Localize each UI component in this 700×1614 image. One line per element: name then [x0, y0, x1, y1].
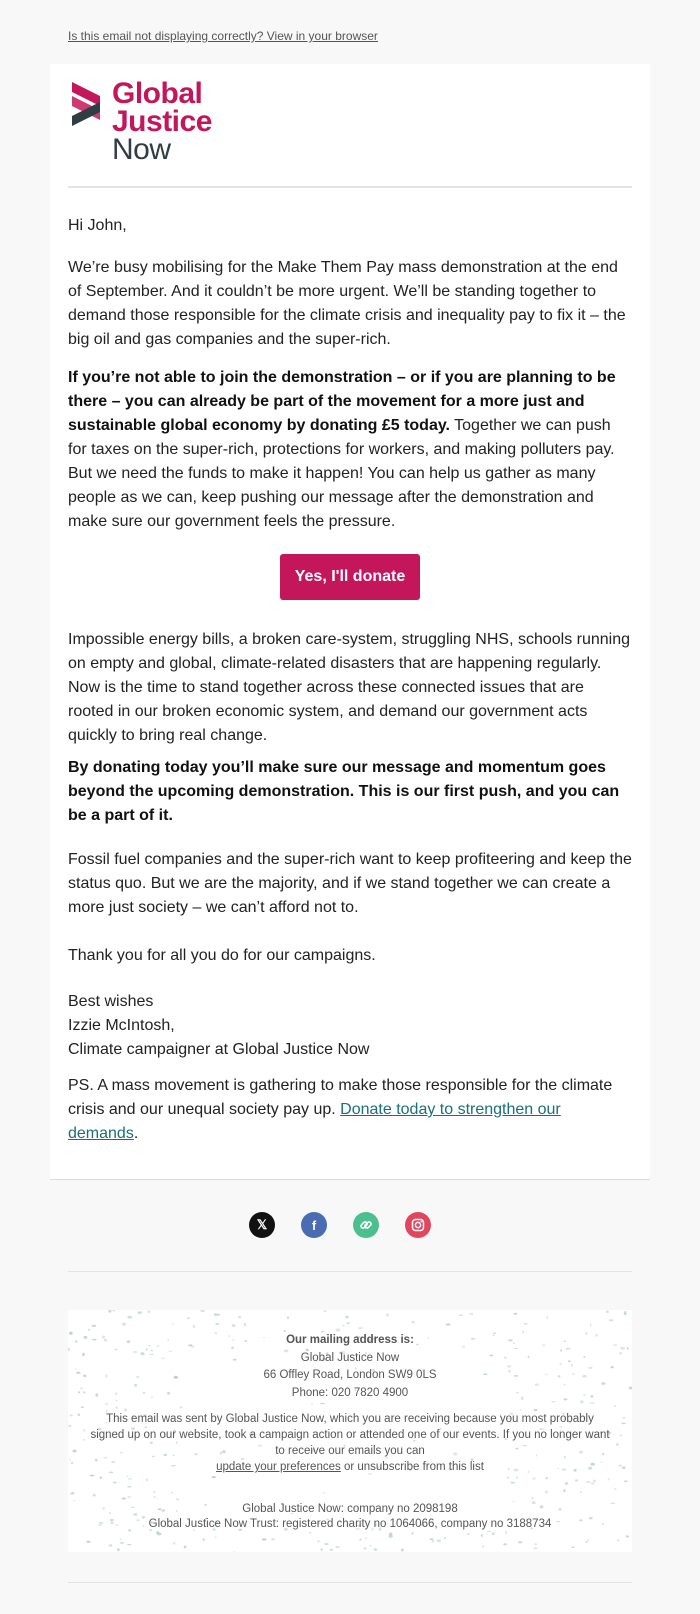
speckle-dot	[481, 1534, 483, 1537]
paragraph-momentum	[68, 756, 632, 828]
speckle-dot	[173, 1542, 175, 1545]
speckle-dot	[467, 1533, 470, 1534]
speckle-dot	[127, 1496, 131, 1497]
global-justice-now-logo	[70, 77, 240, 168]
ps-end: .	[133, 1125, 139, 1142]
speckle-dot	[492, 1532, 495, 1535]
link-icon[interactable]	[353, 1212, 379, 1238]
speckle-dot	[551, 1401, 555, 1402]
speckle-dot	[411, 1532, 413, 1534]
speckle-dot	[608, 1478, 610, 1480]
speckle-dot	[187, 1318, 190, 1319]
speckle-dot	[108, 1310, 111, 1313]
paragraph-donate-ask	[68, 366, 632, 534]
facebook-glyph: f	[311, 1217, 317, 1233]
speckle-dot	[321, 1548, 323, 1551]
donate-ask-rest: Together we can push for taxes on the super-rich, protections for workers, and making polluters pay. But we need the funds to make it happen! You can help us gather as many people as we can, keep pushing our message after the demonstration and make sure our government feels the pressure.	[68, 417, 615, 530]
speckle-dot	[320, 1403, 325, 1404]
speckle-dot	[609, 1319, 614, 1321]
speckle-dot	[232, 1324, 236, 1327]
speckle-dot	[513, 1313, 517, 1315]
speckle-dot	[593, 1480, 596, 1483]
speckle-dot	[153, 1491, 155, 1493]
speckle-dot	[309, 1532, 311, 1534]
speckle-dot	[580, 1492, 582, 1494]
speckle-dot	[193, 1325, 195, 1328]
speckle-dot	[200, 1310, 205, 1312]
speckle-dot	[524, 1323, 528, 1324]
mailing-org: Global Justice Now	[300, 1352, 400, 1364]
speckle-dot	[586, 1481, 591, 1483]
speckle-dot	[614, 1405, 616, 1407]
speckle-dot	[590, 1324, 592, 1327]
speckle-dot	[575, 1479, 578, 1481]
speckle-dot	[86, 1541, 90, 1543]
view-in-browser-bar	[68, 29, 378, 43]
paragraph-thanks: Thank you for all you do for our campaigns.	[68, 947, 376, 964]
donate-button[interactable]: Yes, I'll donate	[280, 554, 420, 600]
speckle-dot	[388, 1535, 392, 1538]
logo-word-global: Global	[112, 77, 203, 110]
speckle-dot	[127, 1316, 132, 1319]
speckle-dot	[374, 1548, 378, 1551]
speckle-dot	[459, 1315, 463, 1316]
logo-word-now: Now	[112, 133, 171, 166]
speckle-dot	[88, 1329, 90, 1331]
paragraph-intro: We’re busy mobilising for the Make Them Pay mass demonstration at the end of September. And it couldn’t be more urgent. We’ll be standing together to demand those responsible for the climate crisis and inequality pay to fix it – the big oil and gas companies and the super-rich.	[68, 259, 626, 348]
speckle-dot	[244, 1323, 246, 1326]
speckle-dot	[171, 1492, 173, 1494]
paragraph-issues: Impossible energy bills, a broken care-system, struggling NHS, schools running on empty and global, climate-related disasters that are happening regularly. Now is the time to stand together across these connected issues that are rooted in our broken economic system, and demand our government acts quickly to bring real change.	[68, 631, 631, 744]
ps-text: PS. A mass movement is gathering to make those responsible for the climate crisis and our unequal society pay up.	[68, 1077, 613, 1118]
speckle-dot	[386, 1313, 389, 1316]
speckle-dot	[482, 1545, 484, 1547]
speckle-dot	[532, 1478, 535, 1480]
speckle-dot	[446, 1323, 450, 1326]
speckle-dot	[358, 1327, 363, 1329]
notice-line-3: to receive our emails you can	[275, 1445, 425, 1457]
link-chain-glyph	[359, 1218, 373, 1232]
speckle-dot	[317, 1540, 319, 1542]
speckle-dot	[432, 1540, 435, 1542]
speckle-dot	[324, 1310, 327, 1312]
speckle-dot	[370, 1545, 372, 1547]
speckle-dot	[100, 1477, 102, 1479]
greeting: Hi John,	[68, 217, 127, 234]
speckle-dot	[614, 1488, 616, 1489]
company-number: Global Justice Now: company no 2098198	[242, 1503, 458, 1515]
footer-block	[68, 1310, 632, 1552]
signer-role: Climate campaigner at Global Justice Now	[68, 1041, 370, 1058]
email-card	[50, 64, 650, 1180]
speckle-dot	[546, 1477, 548, 1479]
speckle-dot	[511, 1482, 515, 1484]
speckle-dot	[345, 1316, 348, 1319]
speckle-dot	[563, 1489, 565, 1492]
preferences-line	[68, 1459, 632, 1475]
signer-name: Izzie McIntosh,	[68, 1017, 175, 1034]
speckle-dot	[516, 1476, 518, 1479]
speckle-dot	[533, 1547, 537, 1549]
speckle-dot	[624, 1480, 628, 1482]
chevron-logo-icon	[70, 82, 106, 138]
x-glyph: 𝕏	[256, 1217, 268, 1232]
logo-word-justice: Justice	[112, 105, 212, 138]
momentum-bold: By donating today you’ll make sure our message and momentum goes beyond the upcoming demonstration. This is our first push, and you can be a part of it.	[68, 759, 620, 824]
speckle-dot	[401, 1548, 404, 1551]
mailing-address: 66 Offley Road, London SW9 0LS	[263, 1369, 437, 1381]
signoff: Best wishes	[68, 993, 154, 1010]
header-divider	[68, 186, 632, 188]
speckle-dot	[546, 1316, 548, 1319]
speckle-dot	[214, 1313, 218, 1316]
charity-number: Global Justice Now Trust: registered charity no 1064066, company no 3188734	[148, 1518, 552, 1530]
speckle-dot	[146, 1478, 148, 1481]
x-icon[interactable]	[249, 1212, 275, 1238]
speckle-dot	[113, 1310, 116, 1311]
speckle-dot	[138, 1311, 142, 1314]
speckle-dot	[507, 1476, 509, 1479]
speckle-dot	[364, 1547, 367, 1550]
speckle-dot	[606, 1311, 609, 1313]
speckle-dot	[233, 1551, 235, 1552]
speckle-dot	[122, 1323, 126, 1326]
speckle-dot	[571, 1547, 574, 1548]
speckle-dot	[514, 1348, 518, 1349]
footer-divider	[68, 1582, 632, 1583]
speckle-dot	[518, 1541, 522, 1543]
speckle-dot	[218, 1314, 220, 1316]
speckle-dot	[126, 1476, 128, 1477]
speckle-dot	[116, 1407, 118, 1409]
speckle-dot	[437, 1540, 441, 1543]
speckle-dot	[586, 1540, 588, 1543]
speckle-dot	[171, 1323, 173, 1324]
view-in-browser-link[interactable]: Is this email not displaying correctly? View in your browser	[68, 29, 378, 43]
mailing-phone: Phone: 020 7820 4900	[291, 1387, 409, 1399]
speckle-dot	[147, 1311, 151, 1313]
paragraph-majority: Fossil fuel companies and the super-rich want to keep profiteering and keep the status quo. But we are the majority, and if we stand together we can create a more just society – we can’t afford not to.	[68, 851, 632, 916]
speckle-dot	[70, 1493, 75, 1495]
speckle-dot	[588, 1539, 590, 1541]
speckle-dot	[342, 1325, 345, 1327]
speckle-dot	[81, 1406, 84, 1407]
speckle-dot	[113, 1482, 117, 1484]
signature	[68, 990, 632, 1062]
speckle-dot	[127, 1544, 131, 1545]
speckle-dot	[215, 1323, 219, 1325]
donate-ask-bold: If you’re not able to join the demonstration – or if you are planning to be there – you can already be part of the movement for a more just and sustainable global economy by donating £5 today.	[68, 369, 616, 434]
speckle-dot	[128, 1478, 132, 1479]
speckle-dot	[444, 1537, 446, 1540]
donate-link[interactable]: Donate today to strengthen our demands	[68, 1101, 561, 1142]
mailing-title: Our mailing address is:	[286, 1334, 414, 1346]
social-divider	[68, 1271, 632, 1272]
speckle-dot	[179, 1406, 183, 1408]
speckle-dot	[626, 1535, 629, 1537]
speckle-dot	[117, 1548, 120, 1551]
instagram-icon[interactable]	[405, 1212, 431, 1238]
speckle-dot	[105, 1403, 108, 1404]
speckle-dot	[287, 1316, 289, 1319]
speckle-dot	[120, 1542, 124, 1544]
speckle-dot	[347, 1322, 350, 1324]
speckle-dot	[365, 1537, 367, 1539]
speckle-dot	[335, 1546, 340, 1547]
speckle-dot	[532, 1497, 534, 1499]
speckle-dot	[591, 1483, 595, 1485]
update-preferences-link[interactable]: update your preferences	[216, 1461, 341, 1473]
speckle-dot	[215, 1537, 217, 1538]
speckle-dot	[93, 1493, 96, 1494]
notice-line-1: This email was sent by Global Justice Now, which you are receiving because you most probably	[106, 1413, 594, 1425]
speckle-dot	[624, 1311, 626, 1314]
speckle-dot	[93, 1495, 96, 1497]
speckle-dot	[590, 1402, 595, 1403]
facebook-icon[interactable]	[301, 1212, 327, 1238]
speckle-dot	[271, 1538, 275, 1540]
speckle-dot	[127, 1486, 131, 1488]
speckle-dot	[122, 1498, 127, 1500]
speckle-dot	[617, 1540, 619, 1541]
speckle-dot	[535, 1543, 537, 1545]
speckle-dot	[109, 1544, 112, 1547]
speckle-dot	[153, 1496, 156, 1498]
speckle-dot	[322, 1492, 325, 1494]
speckle-dot	[238, 1316, 242, 1318]
speckle-dot	[92, 1325, 97, 1327]
speckle-dot	[359, 1538, 361, 1540]
speckle-dot	[324, 1543, 328, 1545]
unsubscribe-text: or unsubscribe from this list	[340, 1461, 484, 1473]
speckle-dot	[212, 1476, 216, 1478]
speckle-dot	[503, 1543, 507, 1545]
speckle-dot	[469, 1313, 473, 1316]
speckle-dot	[429, 1538, 433, 1540]
speckle-dot	[184, 1546, 187, 1549]
instagram-glyph	[411, 1218, 425, 1232]
speckle-dot	[311, 1403, 313, 1404]
speckle-dot	[412, 1321, 415, 1324]
speckle-dot	[120, 1539, 122, 1541]
speckle-dot	[262, 1538, 266, 1540]
speckle-dot	[202, 1538, 204, 1541]
notice-line-2: signed up on our website, took a campaign action or attended one of our events. If you no longer want	[90, 1429, 610, 1441]
speckle-dot	[329, 1549, 333, 1551]
speckle-dot	[389, 1533, 392, 1535]
speckle-dot	[545, 1490, 548, 1493]
speckle-dot	[157, 1533, 162, 1536]
postscript	[68, 1074, 632, 1146]
speckle-dot	[565, 1482, 568, 1484]
